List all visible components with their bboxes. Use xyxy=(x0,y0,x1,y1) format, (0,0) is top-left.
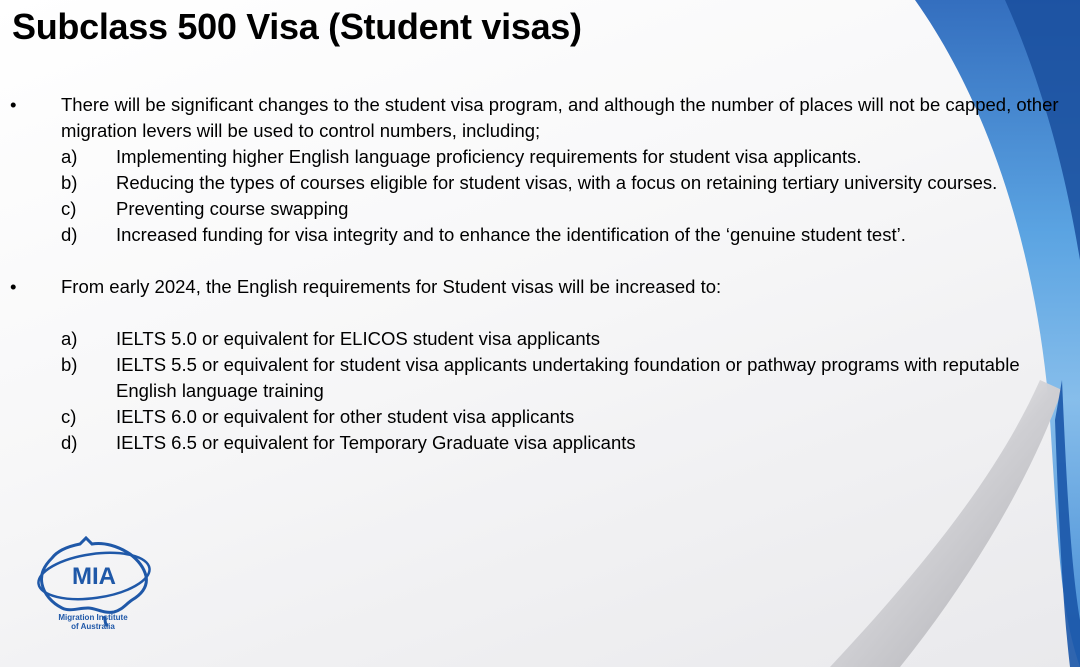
bullet-text: There will be significant changes to the student visa program, and although the number of places will not be capped, other migration levers will be used to control numbers, including; xyxy=(61,94,1059,141)
logo-caption-line1: Migration Institute xyxy=(58,613,128,622)
item-marker: a) xyxy=(61,328,78,349)
slide-content xyxy=(0,92,1080,456)
item-text: Implementing higher English language proficiency requirements for student visa applicants. xyxy=(116,146,862,167)
item-text: Preventing course swapping xyxy=(116,198,349,219)
item-text: IELTS 6.0 or equivalent for other student visa applicants xyxy=(116,406,575,427)
logo-mark: MIA xyxy=(72,563,116,590)
item-marker: d) xyxy=(61,224,78,245)
list-item xyxy=(61,326,1066,352)
item-marker: d) xyxy=(61,432,78,453)
bullet-dot: • xyxy=(10,94,17,115)
list-item xyxy=(61,196,1066,222)
item-marker: b) xyxy=(61,354,78,375)
item-marker: a) xyxy=(61,146,78,167)
list-item xyxy=(61,404,1066,430)
item-text: IELTS 6.5 or equivalent for Temporary Graduate visa applicants xyxy=(116,432,636,453)
item-text: Reducing the types of courses eligible for student visas, with a focus on retaining tertiary university courses. xyxy=(116,172,998,193)
item-text: Increased funding for visa integrity and to enhance the identification of the ‘genuine student test’. xyxy=(116,224,906,245)
sub-list xyxy=(61,144,1066,248)
sub-list xyxy=(61,326,1066,456)
list-item xyxy=(61,352,1066,404)
bullet-text: From early 2024, the English requirements for Student visas will be increased to: xyxy=(61,276,722,297)
logo-caption xyxy=(40,613,146,631)
item-marker: c) xyxy=(61,406,77,427)
bullet-english-requirements xyxy=(0,274,1066,456)
logo-caption-line2: of Australia xyxy=(71,622,115,631)
list-item xyxy=(61,144,1066,170)
bullet-student-program-changes xyxy=(0,92,1066,248)
item-text: IELTS 5.0 or equivalent for ELICOS student visa applicants xyxy=(116,328,600,349)
item-marker: c) xyxy=(61,198,77,219)
list-item xyxy=(61,430,1066,456)
item-marker: b) xyxy=(61,172,78,193)
slide-title: Subclass 500 Visa (Student visas) xyxy=(12,6,582,47)
list-item xyxy=(61,170,1066,196)
list-item xyxy=(61,222,1066,248)
bullet-dot: • xyxy=(10,276,17,297)
item-text: IELTS 5.5 or equivalent for student visa applicants undertaking foundation or pathway programs with reputable English language training xyxy=(116,354,1020,401)
